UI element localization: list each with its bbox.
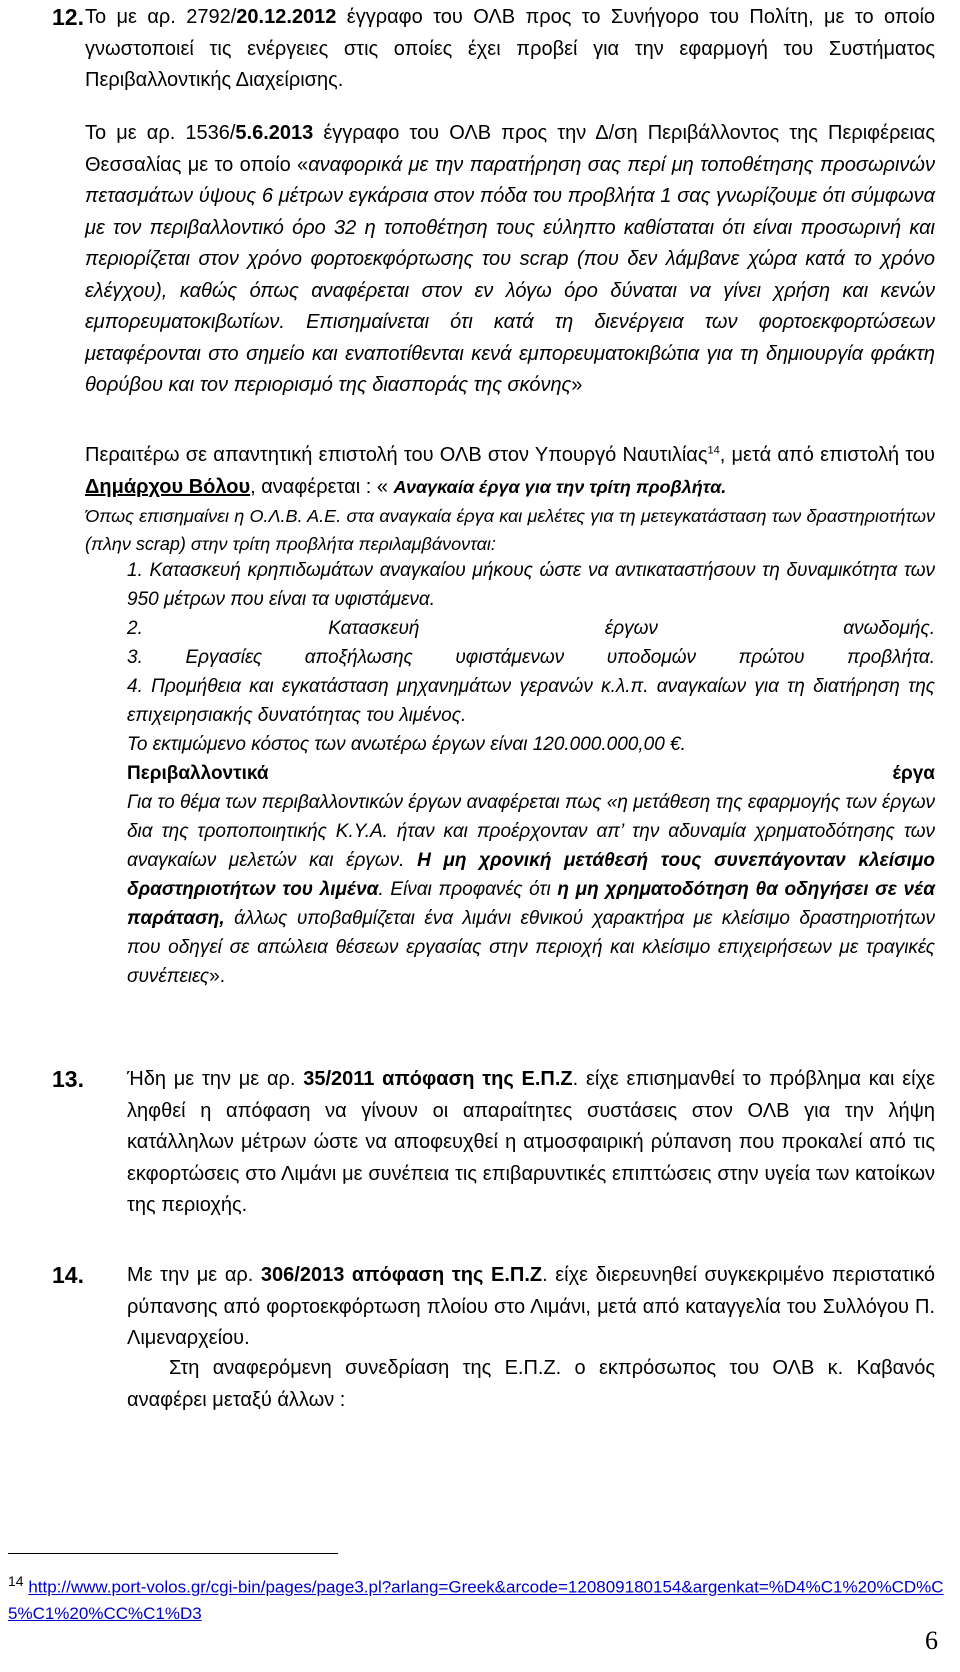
works-list-item: 2. Κατασκευή έργων ανωδομής. bbox=[127, 618, 935, 639]
footnote-separator bbox=[8, 1553, 338, 1554]
item-12-text-post: έγγραφο του ΟΛΒ προς το Συνήγορο του Πολίτη, με το οποίο γνωστοποιεί τις ενέργειες στις οποίες έχει προβεί για την εφαρμογή του Συστήματος Περιβαλλοντικής Διαχείρισης. bbox=[85, 6, 936, 91]
p3-mayor: Δημάρχου Βόλου bbox=[85, 475, 251, 498]
item-13-paragraph bbox=[127, 1064, 935, 1222]
item-14-second-paragraph: Στη αναφερόμενη συνεδρίαση της Ε.Π.Ζ. ο εκπρόσωπος του ΟΛΒ κ. Καβανός αναφέρει μεταξύ άλλων : bbox=[127, 1357, 935, 1411]
item-14-decision: 306/2013 απόφαση της Ε.Π.Ζ bbox=[260, 1264, 543, 1286]
p3-text2: , μετά από επιστολή του bbox=[719, 444, 935, 466]
works-list-item: 4. Προμήθεια και εγκατάσταση μηχανημάτων γερανών κ.λ.π. αναγκαίων για τη διατήρηση της επιχειρησιακής δυνατότητας του λιμένος. bbox=[127, 676, 935, 726]
p2-quote: αναφορικά με την παρατήρηση σας περί μη τοποθέτησης προσωρινών πετασμάτων ύψους 6 μέτρων εγκάρσια στον πόδα του προβλήτα 1 σας γνωρίζουμε ότι σύμφωνα με τον περιβαλλοντικό όρο 32 η τοποθέτηση τους εύληπτο καθίσταται ότι είναι προσωρινή και περιορίζεται στον χρόνο φορτοεκφόρτωσης του scrap (που δεν λάμβανε χώρα κατά το χρόνο ελέγχου), καθώς όπως αναφέρεται στον εν λόγω όρο δύναται να γίνει χρήση και κενών εμπορευματοκιβωτίων. bbox=[85, 153, 935, 333]
env-text2: . Είναι προφανές ότι bbox=[378, 879, 558, 900]
p2-ref: 5.6.2013 bbox=[235, 122, 314, 144]
footnote-ref[interactable]: 14 bbox=[707, 444, 720, 457]
p3-text3: , αναφέρεται : « bbox=[250, 475, 394, 498]
item-12-paragraph bbox=[85, 2, 935, 97]
quote-intro: Όπως επισημαίνει η Ο.Λ.Β. Α.Ε. στα αναγκαία έργα και μελέτες για τη μετεγκατάσταση των δραστηριοτήτων (πλην scrap) στην τρίτη προβλήτα περιλαμβάνονται: bbox=[85, 506, 935, 554]
env-text1: Για το θέμα των περιβαλλοντικών έργων αναφέρεται πως «η μετάθεση της εφαρμογής των έργων δια της τροποποιητικής Κ.Υ.Α. ήταν και προέρχονταν απ’ την αδυναμία χρηματοδότησης των αναγκαίων μελετών και έργων. bbox=[127, 792, 935, 871]
env-paragraph bbox=[127, 788, 935, 991]
item-12-ref: 20.12.2012 bbox=[236, 6, 337, 28]
item-13-post: . είχε επισημανθεί το πρόβλημα και είχε ληφθεί η απόφαση να γίνουν οι απαραίτητες συστάσεις στον ΟΛΒ για την λήψη κατάλληλων μέτρων ώστε να αποφευχθεί η ατμοσφαιρική ρύπανση που προκαλεί από τις εκφορτώσεις στο Λιμάνι με συνέπεια τις επιβαρυντικές επιπτώσεις στην υγεία των κατοίκων της περιοχής. bbox=[127, 1068, 936, 1216]
item-12-number: 12. bbox=[52, 4, 84, 30]
item-14-pre: Με την με αρ. bbox=[127, 1264, 261, 1286]
p3-heading: Αναγκαία έργα για την τρίτη προβλήτα. bbox=[393, 476, 727, 497]
footnote-link[interactable]: http://www.port-volos.gr/cgi-bin/pages/page3.pl?arlang=Greek&arcode=120809180154&argenkat=%D4%C1%20%CD%C5%C1%20%CC%C1%D3 bbox=[8, 1577, 944, 1623]
item-12-text: Το με αρ. 2792/ bbox=[85, 6, 237, 28]
p2-pre: Το με αρ. 1536/ bbox=[85, 122, 236, 144]
item-14-paragraph bbox=[127, 1260, 935, 1355]
item-13-decision: 35/2011 απόφαση της Ε.Π.Ζ bbox=[303, 1068, 573, 1090]
item-14-post: . είχε διερευνηθεί συγκεκριμένο περιστατικό ρύπανσης από φορτοεκφόρτωση πλοίου στο Λιμάνι, μετά από καταγγελία του Συλλόγου Π. Λιμεναρχείου. bbox=[127, 1264, 936, 1349]
works-list-item: 3. Εργασίες αποξήλωσης υφιστάμενων υποδομών πρώτου προβλήτα. bbox=[127, 647, 935, 668]
env-title: Περιβαλλοντικά έργα bbox=[127, 763, 935, 784]
p3-text: Περαιτέρω σε απαντητική επιστολή του ΟΛΒ στον Υπουργό Ναυτιλίας bbox=[85, 444, 708, 466]
item-14-number: 14. bbox=[52, 1262, 84, 1288]
env-bold2: η μη χρηματοδότηση θα οδηγήσει σε νέα παράταση, bbox=[127, 879, 935, 929]
item-13-pre: Ήδη με την με αρ. bbox=[127, 1068, 304, 1090]
works-list-item: 1. Κατασκευή κρηπιδωμάτων αναγκαίου μήκους ώστε να αντικαταστήσουν τη δυναμικότητα των 950 μέτρων που είναι τα υφιστάμενα. bbox=[127, 560, 935, 610]
works-list bbox=[127, 556, 935, 991]
footnote bbox=[8, 1568, 948, 1627]
footnote-marker: 14 bbox=[8, 1573, 24, 1589]
cost-line: Το εκτιμώμενο κόστος των ανωτέρω έργων είναι 120.000.000,00 €. bbox=[127, 734, 686, 755]
item-13-number: 13. bbox=[52, 1066, 84, 1092]
env-close: ». bbox=[209, 966, 225, 987]
env-bold1: Η μη χρονική μετάθεσή τους συνεπάγονταν κλείσιμο δραστηριοτήτων του λιμένα bbox=[127, 850, 935, 900]
p2-text: έγγραφο του ΟΛΒ προς την Δ/ση Περιβάλλοντος της Περιφέρειας Θεσσαλίας με το οποίο « bbox=[85, 122, 935, 176]
item-12-third-paragraph bbox=[85, 440, 935, 503]
page-number: 6 bbox=[925, 1626, 938, 1655]
item-12-second-paragraph bbox=[85, 118, 935, 402]
p2-quote-cont: Επισημαίνεται ότι κατά τη διενέργεια των φορτοεκφορτώσεων μεταφέρονται στο σημείο και εναποτίθενται κενά εμπορευματοκιβώτια για τη δημιουργία φράκτη θορύβου και τον περιορισμό της διασποράς της σκόνης bbox=[85, 311, 935, 396]
p2-close: » bbox=[571, 374, 583, 396]
env-text3: άλλως υποβαθμίζεται ένα λιμάνι εθνικού χαρακτήρα με κλείσιμο δραστηριοτήτων που οδηγεί σε απώλεια θέσεων εργασίας στην περιοχή και κλείσιμο επιχειρήσεων με τραγικές συνέπειες bbox=[127, 908, 935, 987]
